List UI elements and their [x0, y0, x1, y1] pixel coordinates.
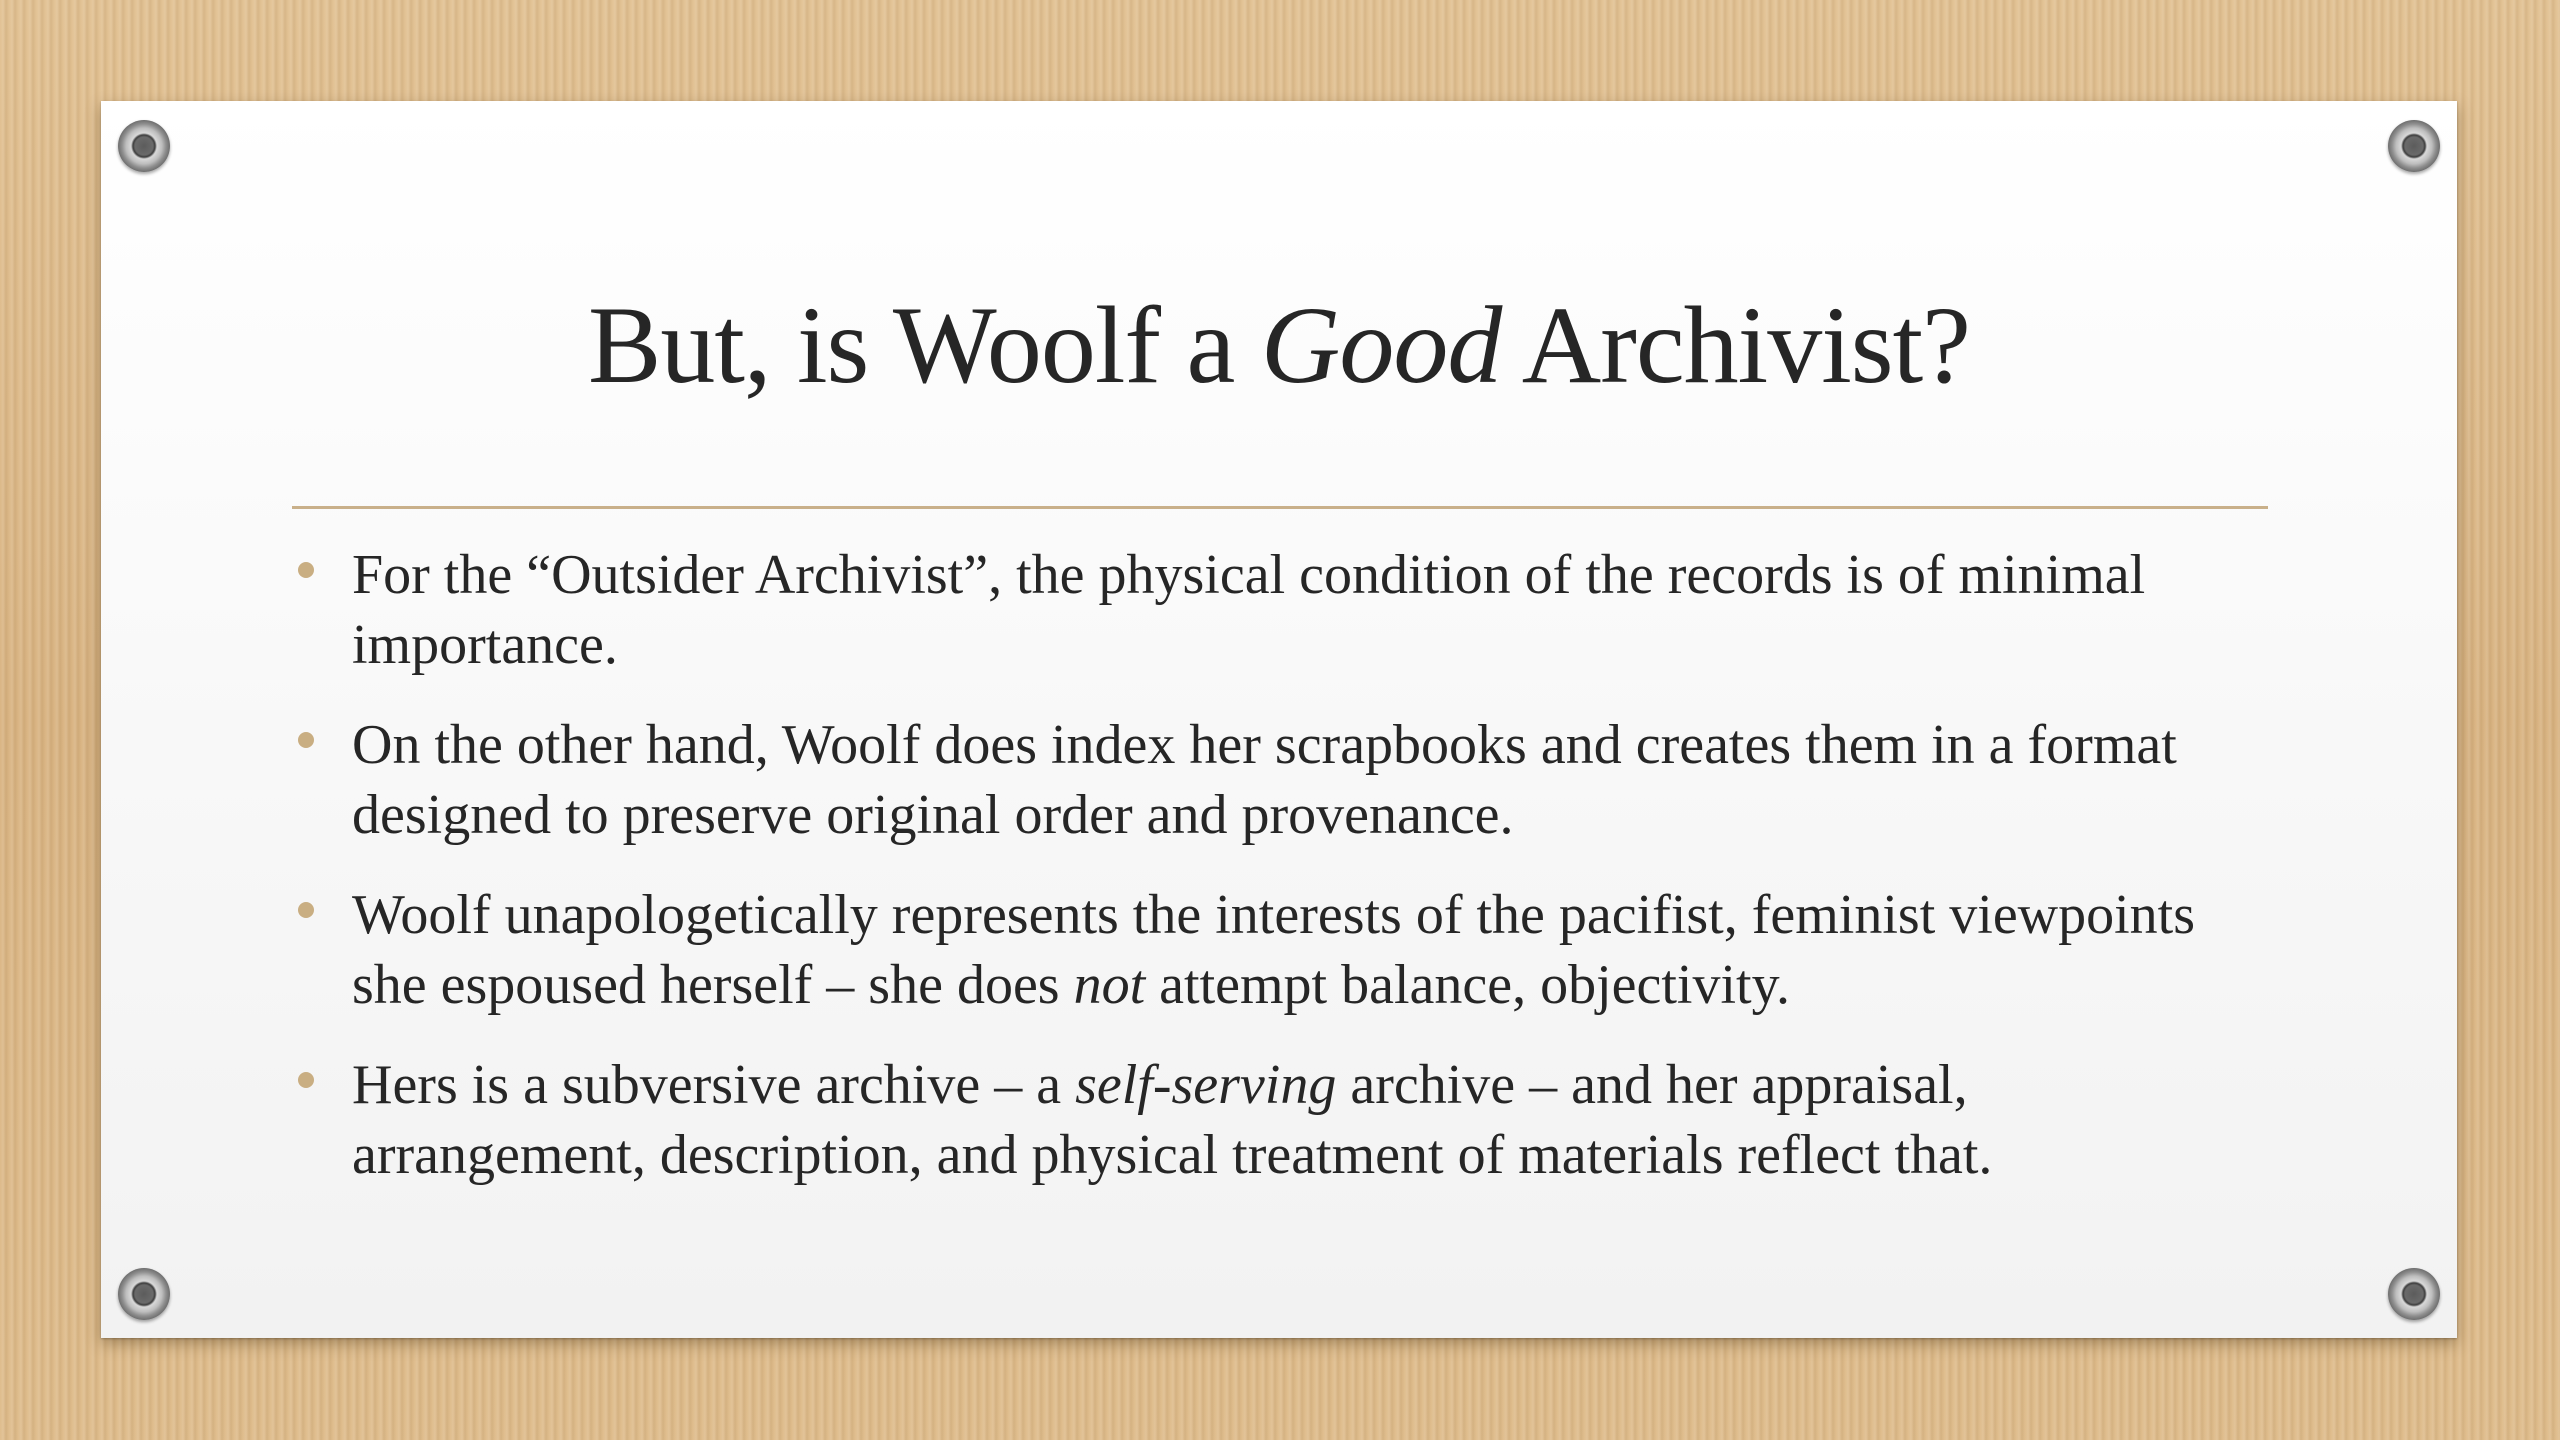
bullet-emphasis: self-serving — [1075, 1054, 1337, 1116]
title-text-end: Archivist? — [1501, 284, 1970, 406]
title-text: But, is Woolf a — [588, 284, 1261, 406]
bullet-list — [292, 540, 2252, 1220]
bullet-dot-icon — [298, 562, 314, 578]
grommet-icon — [2388, 120, 2440, 172]
title-divider — [292, 506, 2268, 509]
grommet-icon — [2388, 1268, 2440, 1320]
bullet-dot-icon — [298, 732, 314, 748]
title-emphasis: Good — [1260, 284, 1502, 406]
grommet-icon — [118, 1268, 170, 1320]
bullet-dot-icon — [298, 1072, 314, 1088]
bullet-text: Hers is a subversive archive – a — [352, 1054, 1076, 1116]
grommet-icon — [118, 120, 170, 172]
bullet-emphasis: not — [1073, 954, 1146, 1016]
bullet-item — [292, 1050, 2252, 1190]
bullet-item — [292, 880, 2252, 1020]
bullet-text: On the other hand, Woolf does index her scrapbooks and creates them in a format designed to preserve original order and provenance. — [352, 714, 2177, 846]
bullet-text: attempt balance, objectivity. — [1145, 954, 1790, 1016]
bullet-text: archive – and her appraisal, arrangement, description, and physical treatment of materials reflect that. — [352, 1054, 1993, 1186]
bullet-dot-icon — [298, 902, 314, 918]
bullet-item — [292, 710, 2252, 850]
bullet-text: For the “Outsider Archivist”, the physical condition of the records is of minimal importance. — [352, 544, 2146, 676]
slide-title — [101, 270, 2457, 420]
bullet-item — [292, 540, 2252, 680]
bullet-text: Woolf unapologetically represents the interests of the pacifist, feminist viewpoints she espoused herself – she does — [352, 884, 2196, 1016]
